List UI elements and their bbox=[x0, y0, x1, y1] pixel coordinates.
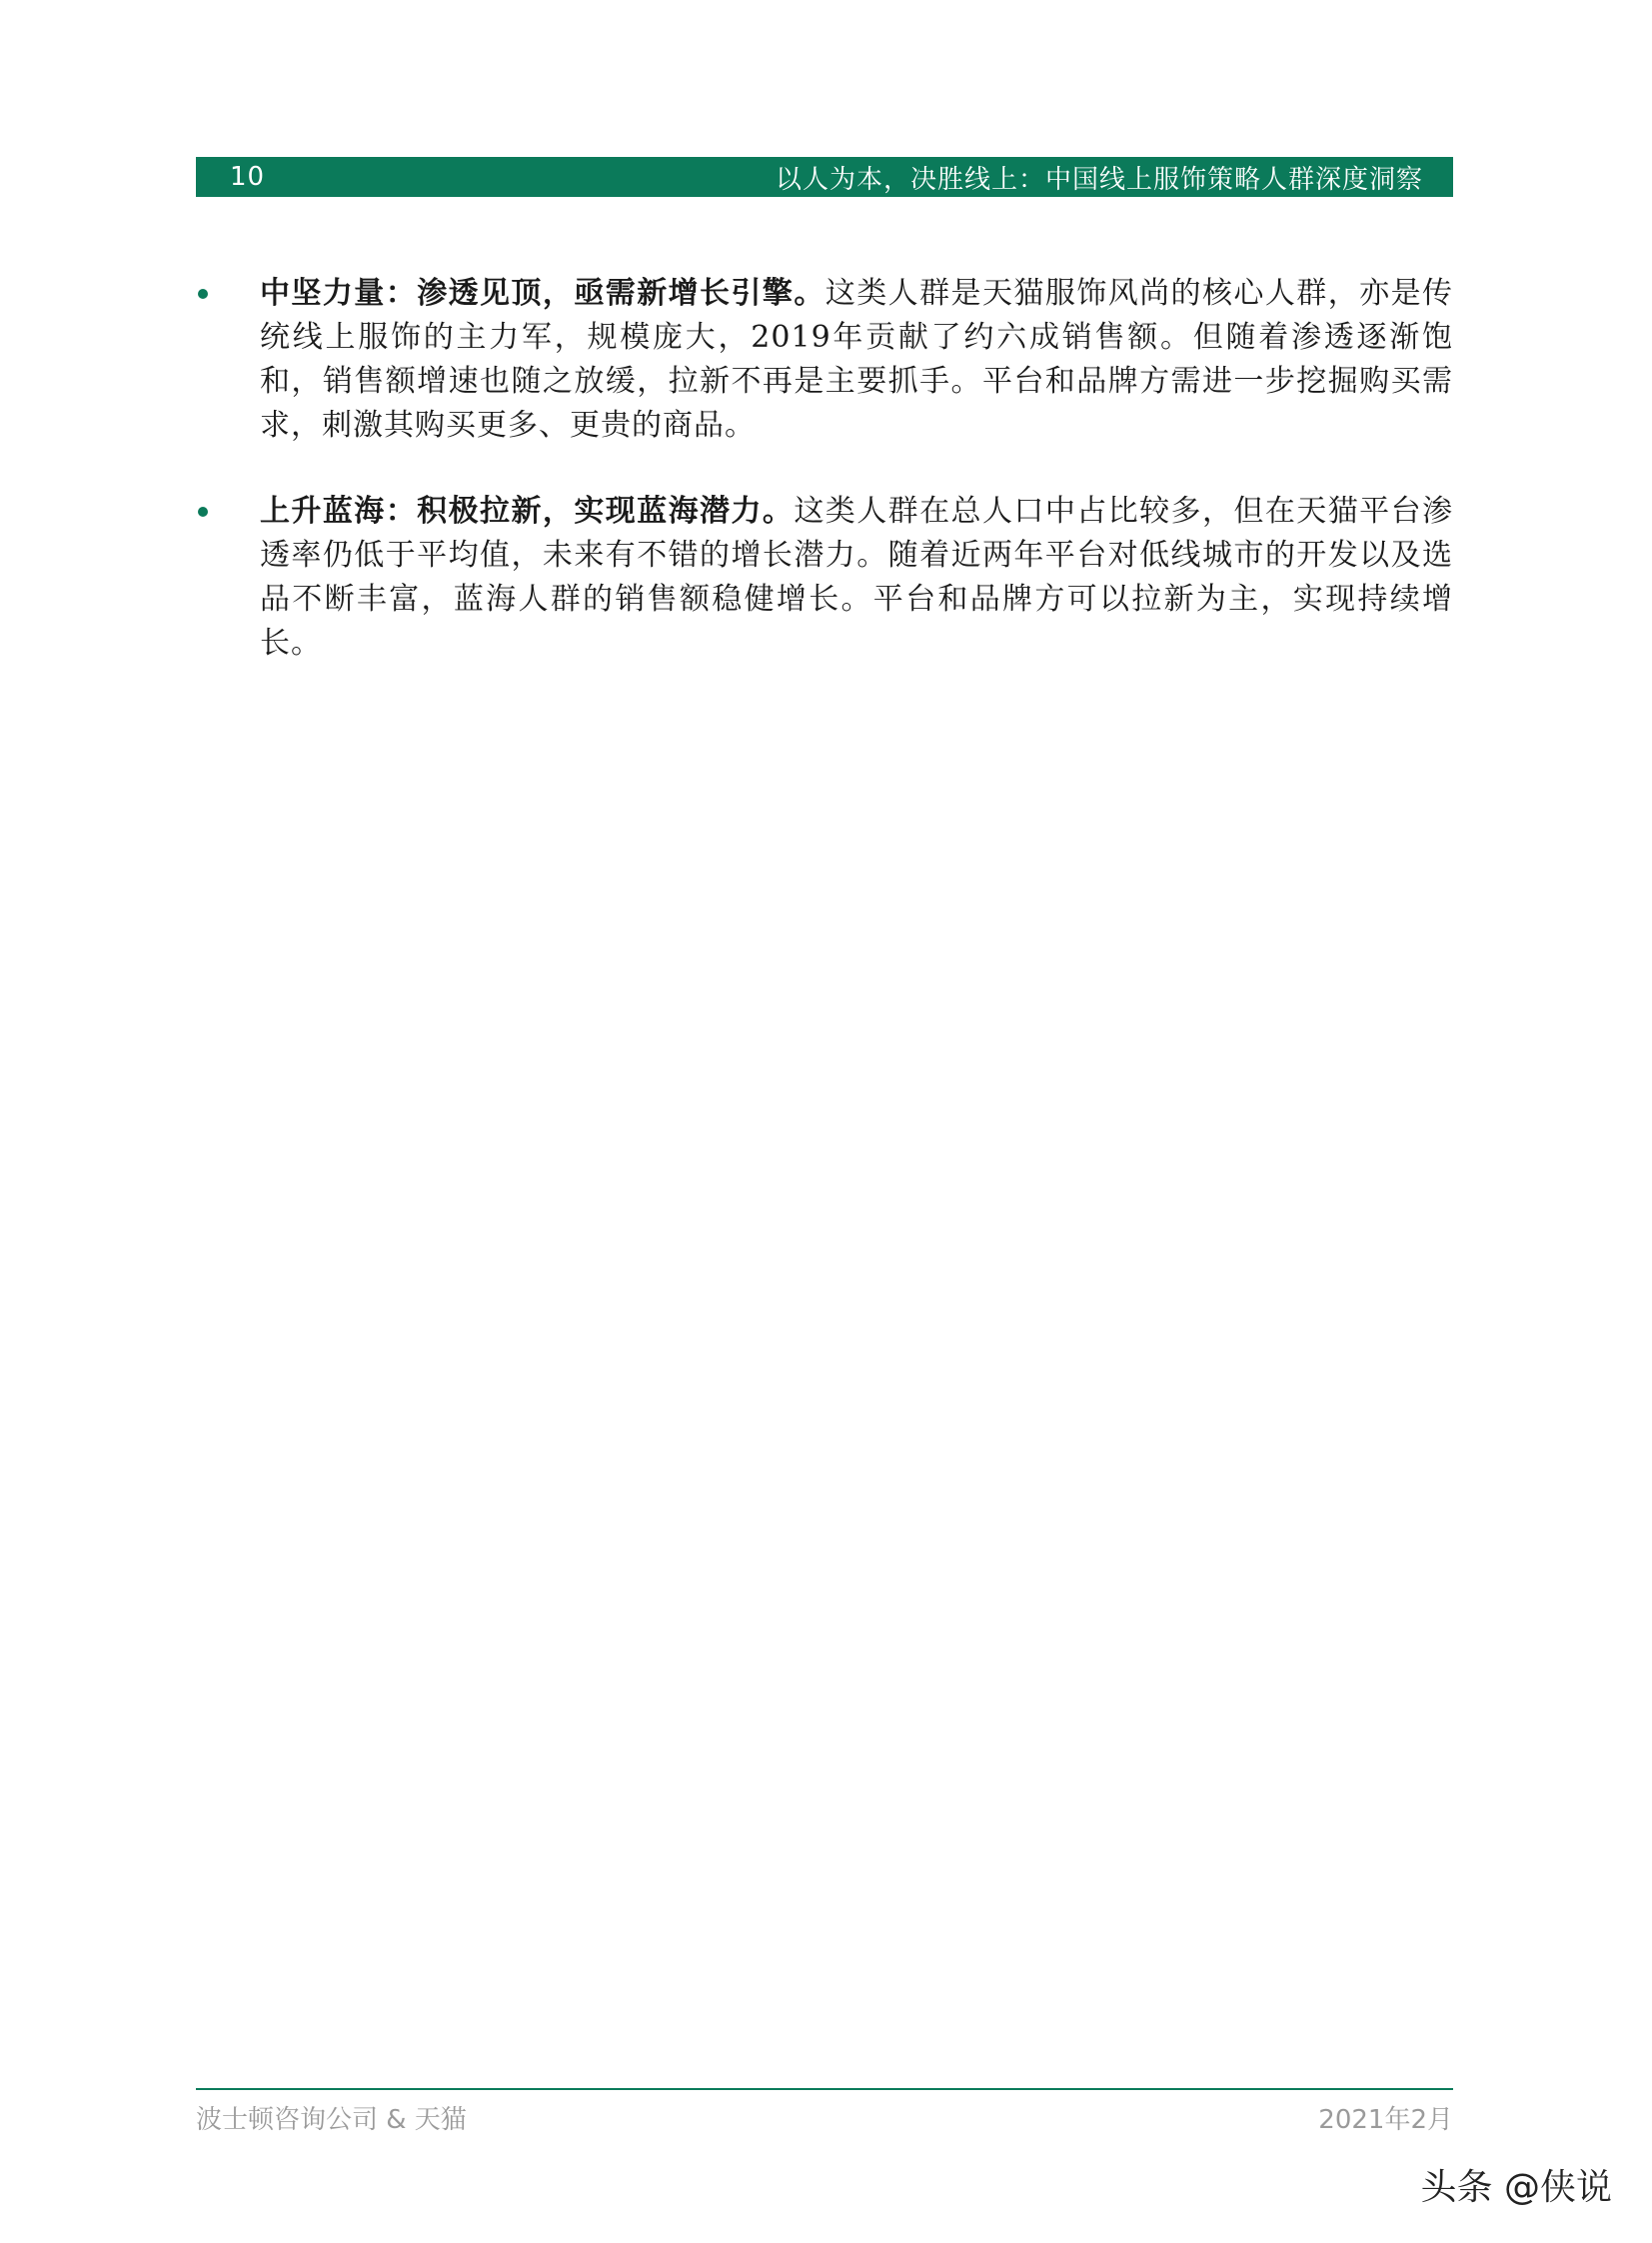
watermark: 头条 @侠说 bbox=[1420, 2167, 1612, 2208]
bullet-item bbox=[196, 272, 1453, 448]
page-number: 10 bbox=[230, 162, 266, 192]
footer-publisher: 波士顿咨询公司 & 天猫 bbox=[196, 2105, 467, 2135]
main-content bbox=[196, 272, 1453, 708]
bullet-lead: 中坚力量：渗透见顶，亟需新增长引擎。 bbox=[260, 276, 826, 311]
footer-date: 2021年2月 bbox=[1318, 2105, 1453, 2135]
footer-divider bbox=[196, 2088, 1453, 2090]
header-bar bbox=[196, 157, 1453, 197]
bullet-body: 这类人群是天猫服饰风尚的核心人群，亦是传统线上服饰的主力军，规模庞大，2019年贡献了约六成销售额。但随着渗透逐渐饱和，销售额增速也随之放缓，拉新不再是主要抓手。平台和品牌方需进一步挖掘购买需求，刺激其购买更多、更贵的商品。 bbox=[260, 276, 1454, 443]
report-title: 以人为本，决胜线上：中国线上服饰策略人群深度洞察 bbox=[775, 164, 1423, 195]
bullet-dot-icon bbox=[198, 289, 208, 299]
bullet-lead: 上升蓝海：积极拉新，实现蓝海潜力。 bbox=[260, 494, 795, 529]
bullet-body: 这类人群在总人口中占比较多，但在天猫平台渗透率仍低于平均值，未来有不错的增长潜力。随着近两年平台对低线城市的开发以及选品不断丰富，蓝海人群的销售额稳健增长。平台和品牌方可以拉新为主，实现持续增长。 bbox=[260, 494, 1454, 661]
bullet-dot-icon bbox=[198, 507, 208, 517]
bullet-item bbox=[196, 490, 1453, 666]
